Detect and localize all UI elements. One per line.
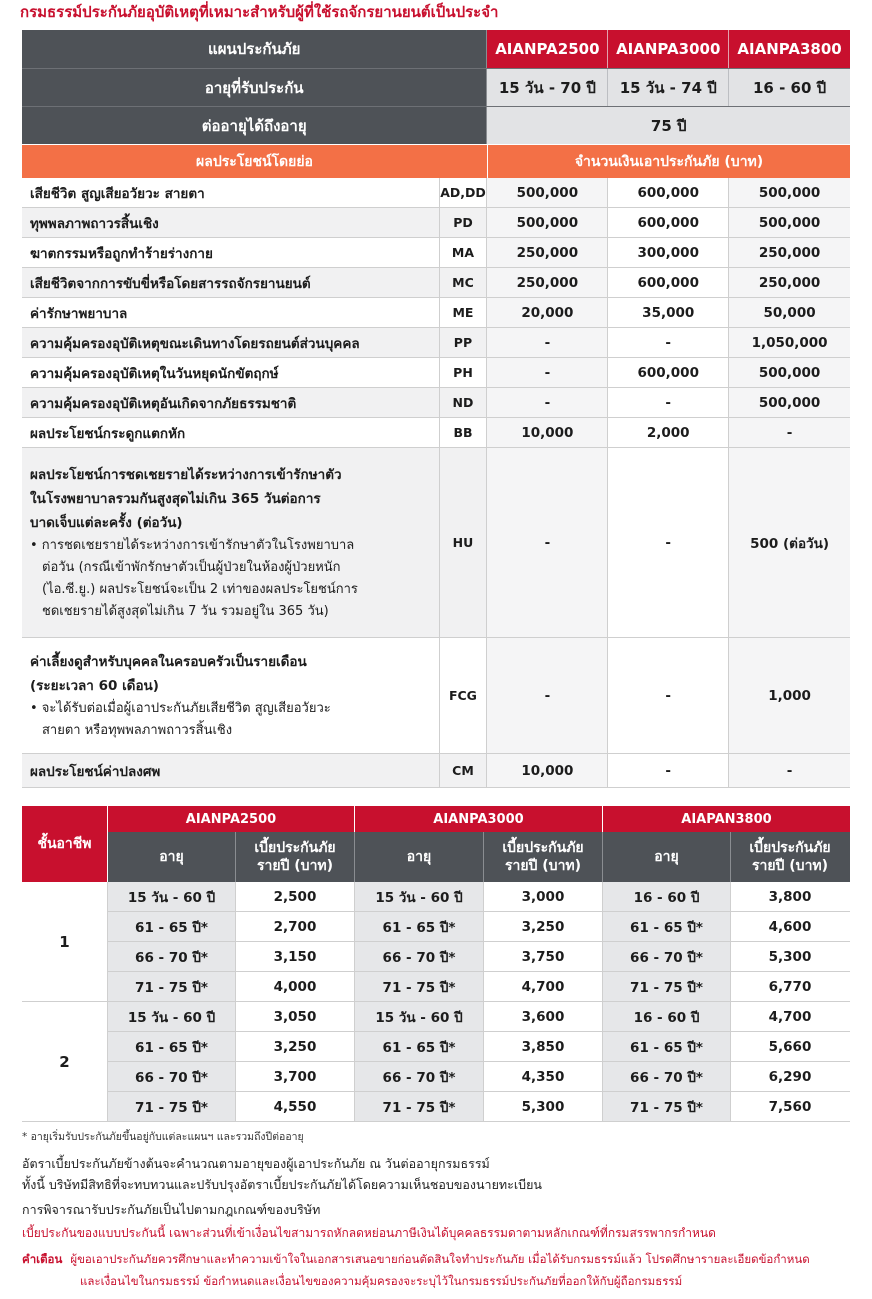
benefit-value: 50,000	[729, 298, 850, 327]
premium-groups	[22, 882, 850, 1122]
footnote-line: อัตราเบี้ยประกันภัยข้างต้นจะคำนวณตามอายุของผู้เอาประกันภัย ณ วันต่ออายุกรมธรรม์	[22, 1156, 490, 1171]
age-label: อายุที่รับประกัน	[22, 69, 487, 106]
premium-cell: 4,350	[484, 1062, 603, 1091]
benefit-value: 500,000	[729, 178, 850, 207]
benefit-value: -	[608, 638, 729, 753]
benefit-value: 500,000	[487, 208, 608, 237]
occupation-group	[22, 882, 850, 1002]
benefit-value: 250,000	[729, 238, 850, 267]
benefit-value: -	[608, 328, 729, 357]
hu-note-line: ชดเชยรายได้สูงสุดไม่เกิน 7 วัน รวมอยู่ใน 365 วัน)	[42, 603, 329, 619]
age-column-header: อายุ	[355, 832, 484, 882]
premium-column-line: รายปี (บาท)	[504, 858, 582, 874]
hu-note-line: • การชดเชยรายได้ระหว่างการเข้ารักษาตัวในโรงพยาบาล	[30, 537, 355, 553]
premium-plan-name: AIANPA2500	[108, 806, 355, 832]
benefit-name: ความคุ้มครองอุบัติเหตุในวันหยุดนักขัตฤกษ์	[22, 358, 440, 387]
premium-row	[108, 942, 850, 972]
premium-column-line: เบี้ยประกันภัย	[254, 840, 336, 856]
premium-plan-header-row	[108, 806, 850, 832]
premium-row	[108, 1002, 850, 1032]
hu-note-line: (ไอ.ซี.ยู.) ผลประโยชน์จะเป็น 2 เท่าของผลประโยชน์การ	[42, 581, 358, 597]
benefit-code: MA	[440, 238, 488, 267]
renew-row	[22, 106, 850, 144]
benefit-name: ความคุ้มครองอุบัติเหตุขณะเดินทางโดยรถยนต์ส่วนบุคคล	[22, 328, 440, 357]
renew-value: 75 ปี	[487, 107, 850, 144]
premium-cell: 4,550	[236, 1092, 355, 1121]
premium-row	[108, 1062, 850, 1092]
premium-table	[22, 806, 850, 1122]
benefit-code: HU	[440, 448, 488, 637]
benefit-name: เสียชีวิต สูญเสียอวัยวะ สายตา	[22, 178, 440, 207]
fcg-note-line: สายตา หรือทุพพลภาพถาวรสิ้นเชิง	[42, 722, 233, 738]
age-range-cell: 66 - 70 ปี*	[108, 1062, 236, 1091]
premium-cell: 4,700	[731, 1002, 849, 1031]
premium-row	[108, 972, 850, 1002]
age-range-cell: 61 - 65 ปี*	[108, 912, 236, 941]
premium-column-header-row	[108, 832, 850, 882]
benefit-header-row	[22, 144, 850, 178]
plan-header-row	[22, 30, 850, 68]
benefit-value: -	[608, 388, 729, 417]
occupation-class-header: ชั้นอาชีพ	[22, 806, 108, 882]
benefit-row	[22, 238, 850, 268]
benefit-value: 20,000	[487, 298, 608, 327]
age-range-cell: 61 - 65 ปี*	[108, 1032, 236, 1061]
premium-cell: 2,500	[236, 882, 355, 911]
benefit-value: 2,000	[608, 418, 729, 447]
plan-name: AIANPA3000	[608, 30, 729, 68]
benefit-value: 500 (ต่อวัน)	[729, 448, 850, 637]
benefit-value: -	[729, 754, 850, 787]
premium-cell: 3,700	[236, 1062, 355, 1091]
benefit-name: ผลประโยชน์ค่าปลงศพ	[22, 754, 440, 787]
benefit-code: CM	[440, 754, 488, 787]
age-range-cell: 61 - 65 ปี*	[603, 912, 731, 941]
age-range-cell: 15 วัน - 60 ปี	[355, 882, 484, 911]
premium-cell: 3,750	[484, 942, 603, 971]
renew-label: ต่ออายุได้ถึงอายุ	[22, 107, 487, 144]
warning-label: คำเตือน	[22, 1252, 63, 1266]
premium-column-header	[731, 832, 849, 882]
age-range-cell: 66 - 70 ปี*	[603, 942, 731, 971]
benefit-value: 250,000	[487, 238, 608, 267]
premium-cell: 4,700	[484, 972, 603, 1001]
premium-row	[108, 912, 850, 942]
benefit-row	[22, 418, 850, 448]
age-range-cell: 71 - 75 ปี*	[355, 1092, 484, 1121]
benefit-value: 600,000	[608, 178, 729, 207]
plan-name: AIANPA3800	[729, 30, 850, 68]
age-range-cell: 66 - 70 ปี*	[355, 942, 484, 971]
benefit-value: 10,000	[487, 418, 608, 447]
benefit-row-fcg	[22, 638, 850, 754]
benefit-value: 10,000	[487, 754, 608, 787]
age-range-cell: 15 วัน - 60 ปี	[355, 1002, 484, 1031]
premium-cell: 4,600	[731, 912, 849, 941]
benefit-code: FCG	[440, 638, 488, 753]
premium-cell: 3,600	[484, 1002, 603, 1031]
benefit-code: PP	[440, 328, 488, 357]
benefit-value: 600,000	[608, 208, 729, 237]
premium-column-line: เบี้ยประกันภัย	[502, 840, 584, 856]
age-range-cell: 61 - 65 ปี*	[355, 912, 484, 941]
benefit-row	[22, 268, 850, 298]
benefit-value: 500,000	[729, 388, 850, 417]
benefit-name: ฆาตกรรมหรือถูกทำร้ายร่างกาย	[22, 238, 440, 267]
occupation-class: 1	[22, 882, 108, 1002]
age-range-cell: 71 - 75 ปี*	[355, 972, 484, 1001]
benefit-value: -	[487, 388, 608, 417]
benefit-row	[22, 208, 850, 238]
benefit-name: ความคุ้มครองอุบัติเหตุอันเกิดจากภัยธรรมชาติ	[22, 388, 440, 417]
age-column-header: อายุ	[108, 832, 236, 882]
benefit-value: -	[608, 754, 729, 787]
benefit-header: ผลประโยชน์โดยย่อ	[22, 145, 488, 178]
premium-plan-name: AIAPAN3800	[681, 811, 772, 827]
premium-column-line: รายปี (บาท)	[751, 858, 829, 874]
benefit-value: 250,000	[487, 268, 608, 297]
benefit-code: PH	[440, 358, 488, 387]
benefit-value: 500,000	[487, 178, 608, 207]
premium-plan-name: AIANPA3000	[355, 806, 603, 832]
premium-cell: 3,050	[236, 1002, 355, 1031]
premium-cell: 7,560	[731, 1092, 849, 1121]
benefit-row	[22, 388, 850, 418]
premium-cell: 6,290	[731, 1062, 849, 1091]
benefit-name: ผลประโยชน์กระดูกแตกหัก	[22, 418, 440, 447]
benefit-value: -	[487, 328, 608, 357]
benefit-value: -	[608, 448, 729, 637]
age-range-cell: 71 - 75 ปี*	[603, 972, 731, 1001]
asterisk-note: * อายุเริ่มรับประกันภัยขึ้นอยู่กับแต่ละแผนฯ และรวมถึงปีต่ออายุ	[22, 1131, 304, 1143]
footnote-line: ทั้งนี้ บริษัทมีสิทธิที่จะทบทวนและปรับปรุงอัตราเบี้ยประกันภัยได้โดยความเห็นชอบของนายทะเบียน	[22, 1177, 542, 1192]
age-range: 15 วัน - 70 ปี	[487, 69, 608, 106]
age-range-cell: 61 - 65 ปี*	[355, 1032, 484, 1061]
benefit-value: 600,000	[608, 268, 729, 297]
benefit-value: 600,000	[608, 358, 729, 387]
benefit-value: -	[729, 418, 850, 447]
age-range-cell: 71 - 75 ปี*	[108, 972, 236, 1001]
hu-title-line: ผลประโยชน์การชดเชยรายได้ระหว่างการเข้ารักษาตัว	[30, 466, 342, 483]
tax-deduction-note: เบี้ยประกันของแบบประกันนี้ เฉพาะส่วนที่เข้าเงื่อนไขสามารถหักลดหย่อนภาษีเงินได้บุคคลธรรมดาตามหลักเกณฑ์ที่กรมสรรพากรกำหนด	[22, 1226, 716, 1240]
benefit-value: 250,000	[729, 268, 850, 297]
benefit-row	[22, 178, 850, 208]
age-range-cell: 66 - 70 ปี*	[603, 1062, 731, 1091]
premium-cell: 3,000	[484, 882, 603, 911]
occupation-group	[22, 1002, 850, 1122]
benefit-row	[22, 298, 850, 328]
premium-cell: 3,800	[731, 882, 849, 911]
age-range-cell: 15 วัน - 60 ปี	[108, 882, 236, 911]
benefit-code: ME	[440, 298, 488, 327]
age-range: 16 - 60 ปี	[729, 69, 850, 106]
sum-insured-header: จำนวนเงินเอาประกันภัย (บาท)	[574, 153, 764, 170]
benefit-name: ทุพพลภาพถาวรสิ้นเชิง	[22, 208, 440, 237]
benefit-value: 500,000	[729, 208, 850, 237]
premium-cell: 4,000	[236, 972, 355, 1001]
premium-column-line: รายปี (บาท)	[256, 858, 334, 874]
premium-cell: 3,250	[484, 912, 603, 941]
age-column-header: อายุ	[603, 832, 731, 882]
benefit-value: 1,000	[729, 638, 850, 753]
premium-cell: 3,150	[236, 942, 355, 971]
premium-column-line: เบี้ยประกันภัย	[749, 840, 831, 856]
premium-cell: 5,660	[731, 1032, 849, 1061]
coverage-table	[22, 30, 850, 788]
benefit-name: ค่ารักษาพยาบาล	[22, 298, 440, 327]
benefit-code: AD,DD	[440, 178, 488, 207]
benefit-row-cm	[22, 754, 850, 788]
premium-column-header	[484, 832, 603, 882]
warning-note	[22, 1248, 852, 1292]
benefit-value: 300,000	[608, 238, 729, 267]
age-range-cell: 66 - 70 ปี*	[108, 942, 236, 971]
fcg-title-line: (ระยะเวลา 60 เดือน)	[30, 677, 159, 694]
age-range-cell: 15 วัน - 60 ปี	[108, 1002, 236, 1031]
benefit-value: 1,050,000	[729, 328, 850, 357]
benefit-value: -	[487, 358, 608, 387]
benefit-value: 500,000	[729, 358, 850, 387]
premium-row	[108, 882, 850, 912]
benefit-value: -	[487, 448, 608, 637]
plan-label: แผนประกันภัย	[22, 30, 487, 68]
benefit-row	[22, 328, 850, 358]
occupation-class: 2	[22, 1002, 108, 1122]
warning-line: และเงื่อนไขในกรมธรรม์ ข้อกำหนดและเงื่อนไขของความคุ้มครองจะระบุไว้ในกรมธรรม์ประกันภัยที่ออกให้กับผู้ถือกรมธรรม์	[80, 1274, 683, 1288]
premium-cell: 5,300	[731, 942, 849, 971]
benefit-code: PD	[440, 208, 488, 237]
age-range-cell: 61 - 65 ปี*	[603, 1032, 731, 1061]
fcg-benefit-description	[22, 638, 440, 753]
age-range-cell: 16 - 60 ปี	[603, 1002, 731, 1031]
age-range-cell: 71 - 75 ปี*	[108, 1092, 236, 1121]
age-range-cell: 16 - 60 ปี	[603, 882, 731, 911]
premium-row	[108, 1032, 850, 1062]
benefit-code: BB	[440, 418, 488, 447]
benefit-value: -	[487, 638, 608, 753]
benefit-value: 35,000	[608, 298, 729, 327]
age-range-cell: 66 - 70 ปี*	[355, 1062, 484, 1091]
premium-row	[108, 1092, 850, 1122]
premium-cell: 6,770	[731, 972, 849, 1001]
age-range: 15 วัน - 74 ปี	[608, 69, 729, 106]
benefit-rows	[22, 178, 850, 788]
benefit-name: เสียชีวิตจากการขับขี่หรือโดยสารรถจักรยานยนต์	[22, 268, 440, 297]
fcg-note-line: • จะได้รับต่อเมื่อผู้เอาประกันภัยเสียชีวิต สูญเสียอวัยวะ	[30, 700, 331, 716]
hu-title-line: บาดเจ็บแต่ละครั้ง (ต่อวัน)	[30, 514, 183, 531]
warning-line: ผู้ขอเอาประกันภัยควรศึกษาและทำความเข้าใจในเอกสารเสนอขายก่อนตัดสินใจทำประกันภัย เมื่อได้รับกรมธรรม์แล้ว โปรดศึกษารายละเอียดข้อกำหนด	[70, 1252, 810, 1266]
premium-column-header	[236, 832, 355, 882]
footnote-line: การพิจารณารับประกันภัยเป็นไปตามกฎเกณฑ์ของบริษัท	[22, 1202, 321, 1217]
premium-cell: 2,700	[236, 912, 355, 941]
premium-cell: 3,850	[484, 1032, 603, 1061]
premium-cell: 5,300	[484, 1092, 603, 1121]
page-title: กรมธรรม์ประกันภัยอุบัติเหตุที่เหมาะสำหรับผู้ที่ใช้รถจักรยานยนต์เป็นประจำ	[20, 3, 499, 21]
hu-title-line: ในโรงพยาบาลรวมกันสูงสุดไม่เกิน 365 วันต่อการ	[30, 490, 321, 507]
hu-note-line: ต่อวัน (กรณีเข้าพักรักษาตัวเป็นผู้ป่วยในห้องผู้ป่วยหนัก	[42, 559, 341, 575]
benefit-code: ND	[440, 388, 488, 417]
hu-benefit-description	[22, 448, 440, 637]
benefit-row-hu	[22, 448, 850, 638]
fcg-title-line: ค่าเลี้ยงดูสำหรับบุคคลในครอบครัวเป็นรายเดือน	[30, 653, 307, 670]
age-range-cell: 71 - 75 ปี*	[603, 1092, 731, 1121]
premium-cell: 3,250	[236, 1032, 355, 1061]
benefit-row	[22, 358, 850, 388]
benefit-code: MC	[440, 268, 488, 297]
age-row	[22, 68, 850, 106]
plan-name: AIANPA2500	[487, 30, 608, 68]
